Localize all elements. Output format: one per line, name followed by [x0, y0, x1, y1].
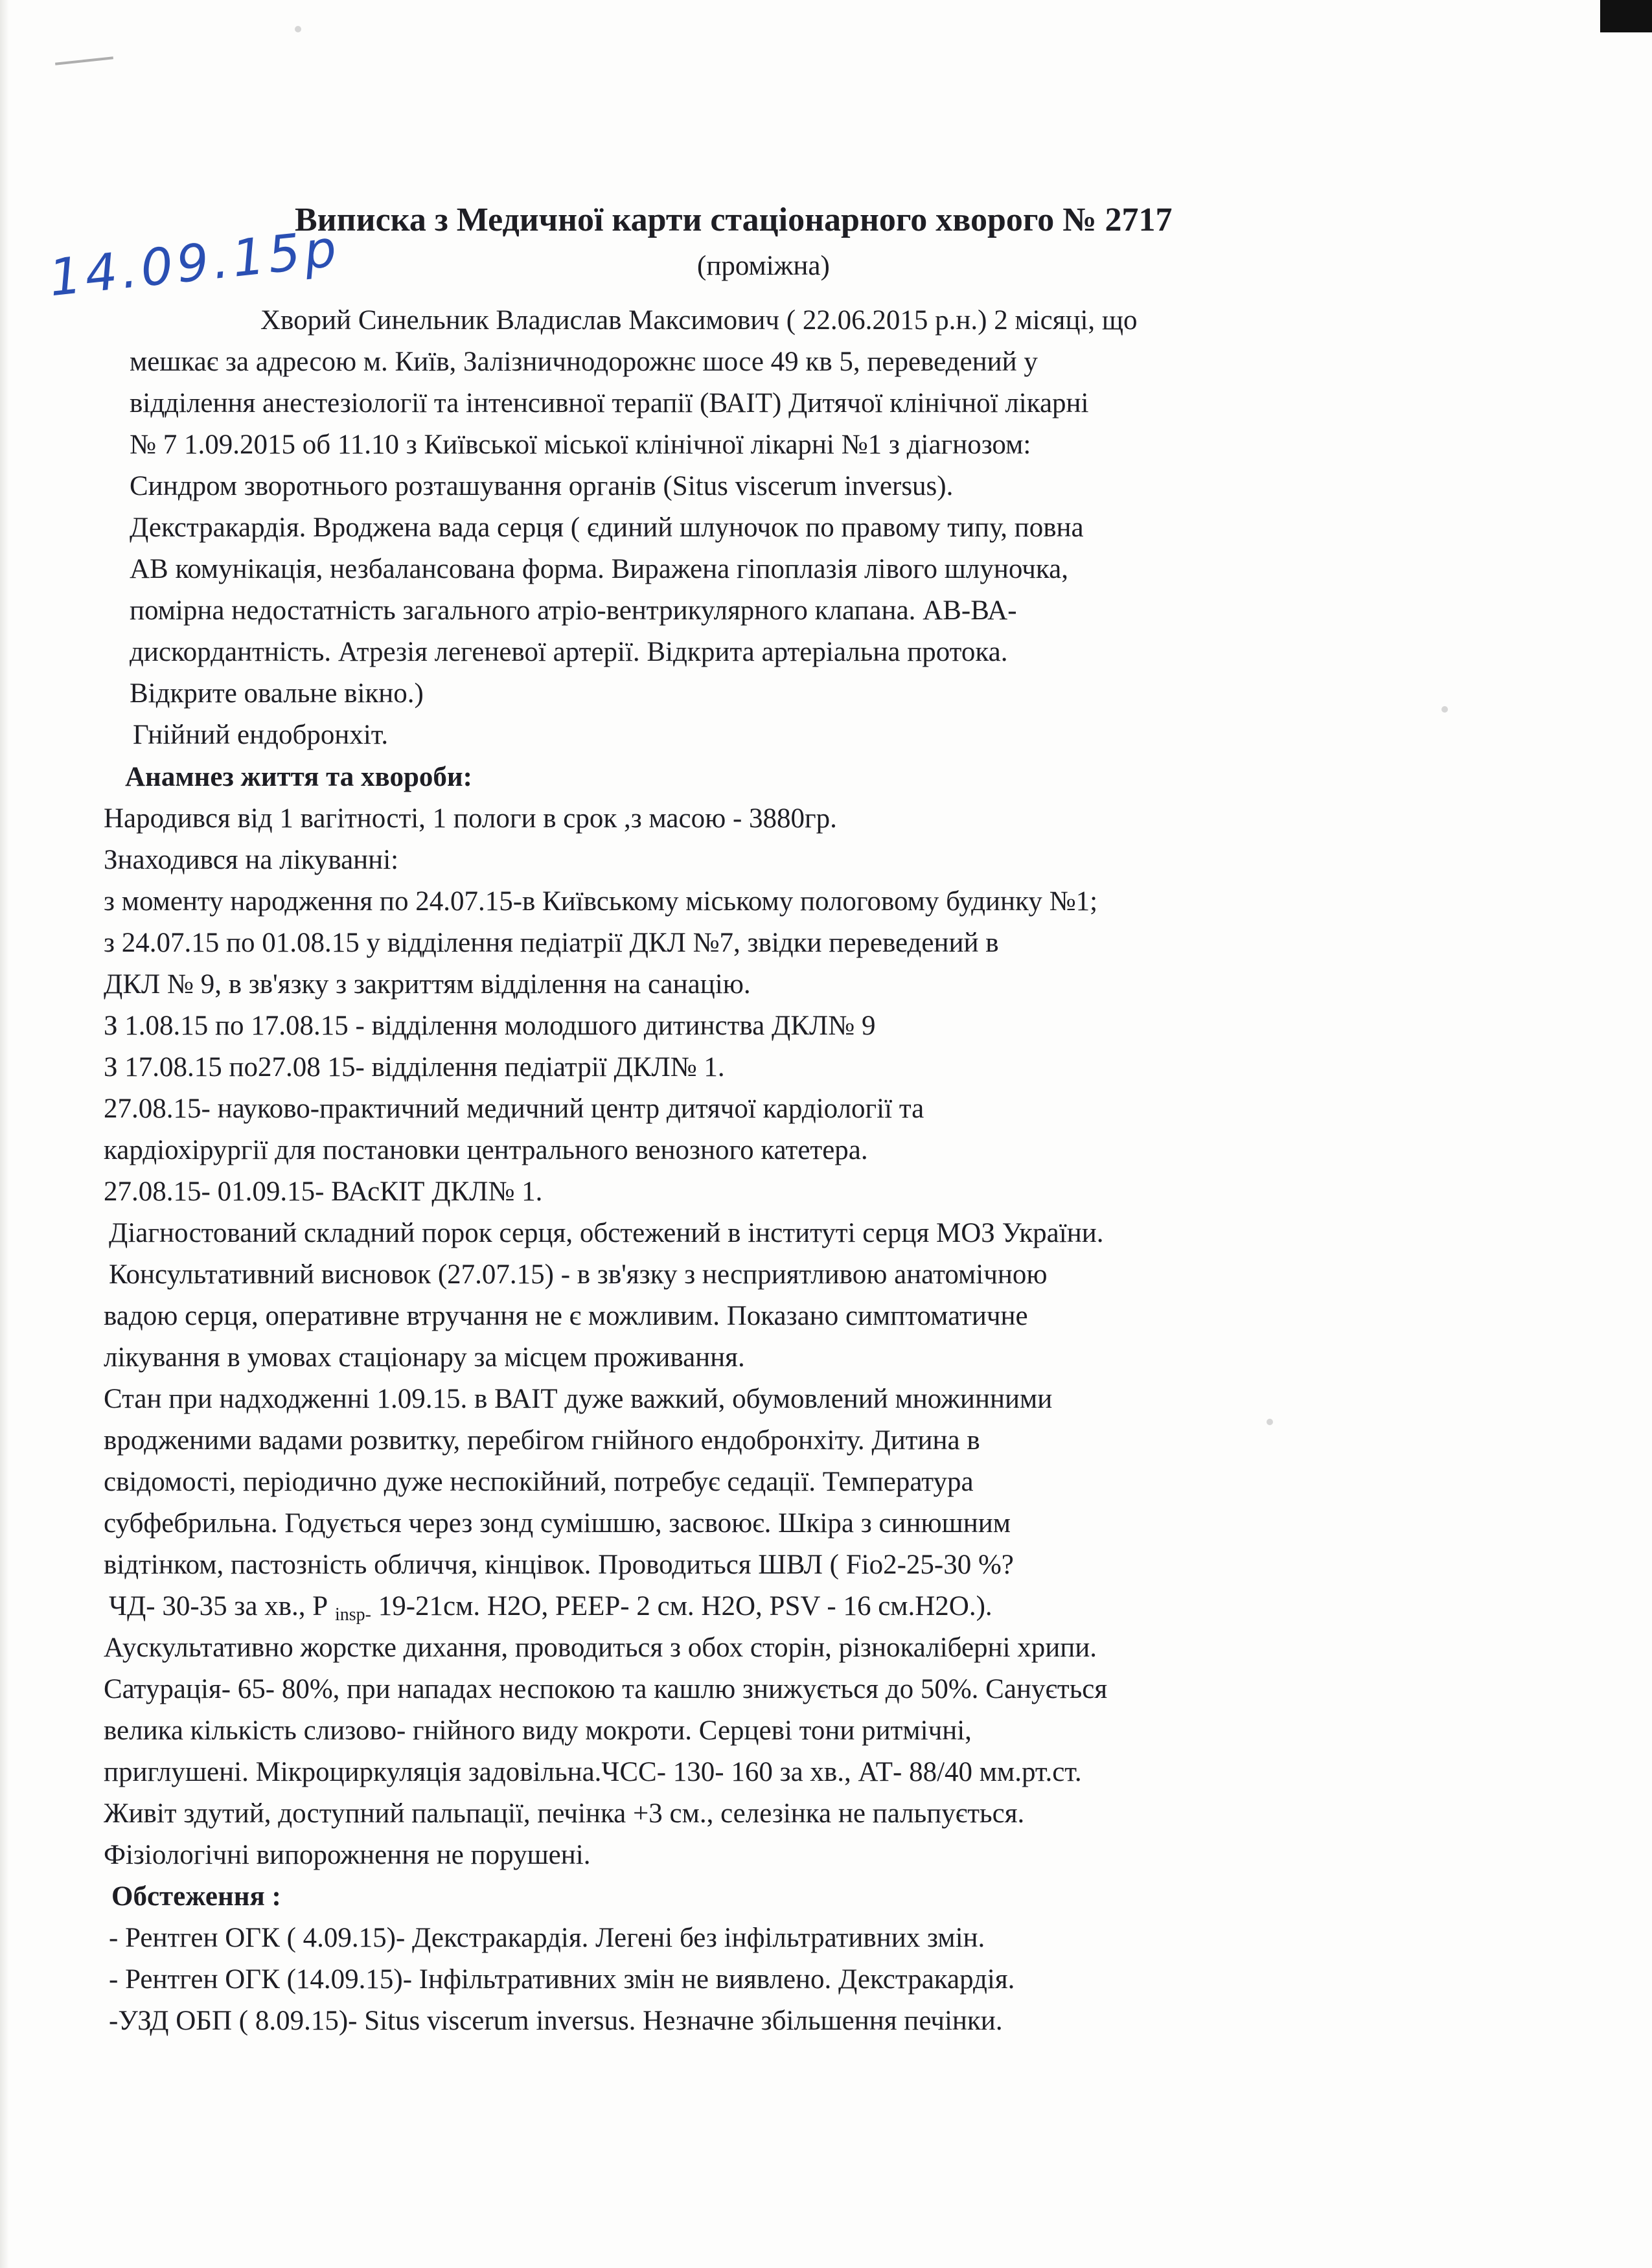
- text-line: кардіохірургії для постановки центрального венозного катетера.: [104, 1135, 868, 1165]
- text-line: 27.08.15- 01.09.15- ВАсКІТ ДКЛ№ 1.: [104, 1176, 543, 1207]
- text-line: Живіт здутий, доступний пальпації, печінка +3 см., селезінка не пальпується.: [104, 1798, 1025, 1829]
- text-line: відтінком, пастозність обличчя, кінцівок. Проводиться ШВЛ ( Fio2-25-30 %?: [104, 1550, 1014, 1580]
- text-line: З 17.08.15 по27.08 15- відділення педіатрії ДКЛ№ 1.: [104, 1052, 725, 1082]
- scan-speck: [1267, 1419, 1273, 1425]
- text-line: вродженими вадами розвитку, перебігом гнійного ендобронхіту. Дитина в: [104, 1425, 980, 1456]
- text-line: лікування в умовах стаціонару за місцем проживання.: [104, 1342, 745, 1373]
- scan-speck: [295, 26, 301, 32]
- text-line: 27.08.15- науково-практичний медичний центр дитячої кардіології та: [104, 1094, 924, 1124]
- text-line: Стан при надходженні 1.09.15. в ВАІТ дуже важкий, обумовлений множинними: [104, 1384, 1053, 1414]
- text-line: субфебрильна. Годується через зонд сумішшю, засвоює. Шкіра з синюшним: [104, 1508, 1011, 1539]
- scan-shadow: [0, 0, 9, 2268]
- text-line: - Рентген ОГК ( 4.09.15)- Декстракардія. Легені без інфільтративних змін.: [109, 1923, 985, 1953]
- text-line-ventilation: [109, 1587, 992, 1634]
- text-line: Фізіологічні випорожнення не порушені.: [104, 1840, 591, 1870]
- text-line: З 1.08.15 по 17.08.15 - відділення молодшого дитинства ДКЛ№ 9: [104, 1011, 876, 1041]
- scan-mark: [55, 56, 113, 65]
- section-heading: Анамнез життя та хвороби:: [125, 762, 472, 792]
- text-line: ДКЛ № 9, в зв'язку з закриттям відділення на санацію.: [104, 969, 751, 1000]
- text-line: свідомості, періодично дуже неспокійний, потребує седації. Температура: [104, 1467, 974, 1497]
- document-subtitle: (проміжна): [697, 251, 830, 281]
- text-line: Гнійний ендобронхіт.: [133, 720, 389, 750]
- text-line: Народився від 1 вагітності, 1 пологи в срок ,з масою - 3880гр.: [104, 803, 837, 834]
- handwritten-date: 14.09.15р: [46, 219, 343, 308]
- text-line: Відкрите овальне вікно.): [130, 678, 424, 709]
- text-line: з 24.07.15 по 01.08.15 у відділення педіатрії ДКЛ №7, звідки переведений в: [104, 928, 999, 958]
- text-line: Консультативний висновок (27.07.15) - в зв'язку з несприятливою анатомічною: [109, 1259, 1048, 1290]
- scan-speck: [1441, 706, 1448, 713]
- text-line: велика кількість слизово- гнійного виду мокроти. Серцеві тони ритмічні,: [104, 1715, 972, 1746]
- text-line: з моменту народження по 24.07.15-в Київському міському пологовому будинку №1;: [104, 886, 1098, 917]
- text-line: Синдром зворотнього розташування органів (Situs viscerum inversus).: [130, 471, 954, 501]
- text-line: приглушені. Мікроциркуляція задовільна.ЧСС- 130- 160 за хв., АТ- 88/40 мм.рт.ст.: [104, 1757, 1082, 1787]
- text-line: № 7 1.09.2015 об 11.10 з Київської міської клінічної лікарні №1 з діагнозом:: [130, 430, 1031, 460]
- text-line: вадою серця, оперативне втручання не є можливим. Показано симптоматичне: [104, 1301, 1028, 1331]
- text-line: Декстракардія. Вроджена вада серця ( єдиний шлуночок по правому типу, повна: [130, 512, 1084, 543]
- vent-subscript: insp-: [334, 1605, 371, 1625]
- text-line: дискордантність. Атрезія легеневої артерії. Відкрита артеріальна протока.: [130, 637, 1008, 667]
- vent-text: ЧД- 30-35 за хв., Р: [109, 1591, 335, 1621]
- text-line: АВ комунікація, незбалансована форма. Виражена гіпоплазія лівого шлуночка,: [130, 554, 1068, 584]
- text-line: помірна недостатність загального атріо-вентрикулярного клапана. АВ-ВА-: [130, 595, 1017, 626]
- text-line: Сатурація- 65- 80%, при нападах неспокою та кашлю знижується до 50%. Санується: [104, 1674, 1108, 1704]
- vent-text: 19-21см. Н2О, РЕЕР- 2 см. Н2О, PSV - 16 см.Н2О.).: [371, 1591, 992, 1621]
- text-line: Хворий Синельник Владислав Максимович ( 22.06.2015 р.н.) 2 місяці, що: [260, 305, 1138, 336]
- text-line: відділення анестезіології та інтенсивної терапії (ВАІТ) Дитячої клінічної лікарні: [130, 388, 1089, 418]
- text-line: Знаходився на лікуванні:: [104, 845, 399, 875]
- text-line: - Рентген ОГК (14.09.15)- Інфільтративних змін не виявлено. Декстракардія.: [109, 1964, 1015, 1995]
- scan-edge-mark: [1600, 0, 1652, 32]
- text-line: -УЗД ОБП ( 8.09.15)- Situs viscerum inversus. Незначне збільшення печінки.: [109, 2006, 1003, 2036]
- text-line: Аускультативно жорстке дихання, проводиться з обох сторін, різнокаліберні хрипи.: [104, 1632, 1097, 1663]
- text-line: мешкає за адресою м. Київ, Залізничнодорожнє шосе 49 кв 5, переведений у: [130, 347, 1038, 377]
- section-heading: Обстеження :: [111, 1881, 281, 1912]
- text-line: Діагностований складний порок серця, обстежений в інституті серця МОЗ України.: [109, 1218, 1104, 1248]
- document-title: Виписка з Медичної карти стаціонарного хворого № 2717: [295, 201, 1173, 238]
